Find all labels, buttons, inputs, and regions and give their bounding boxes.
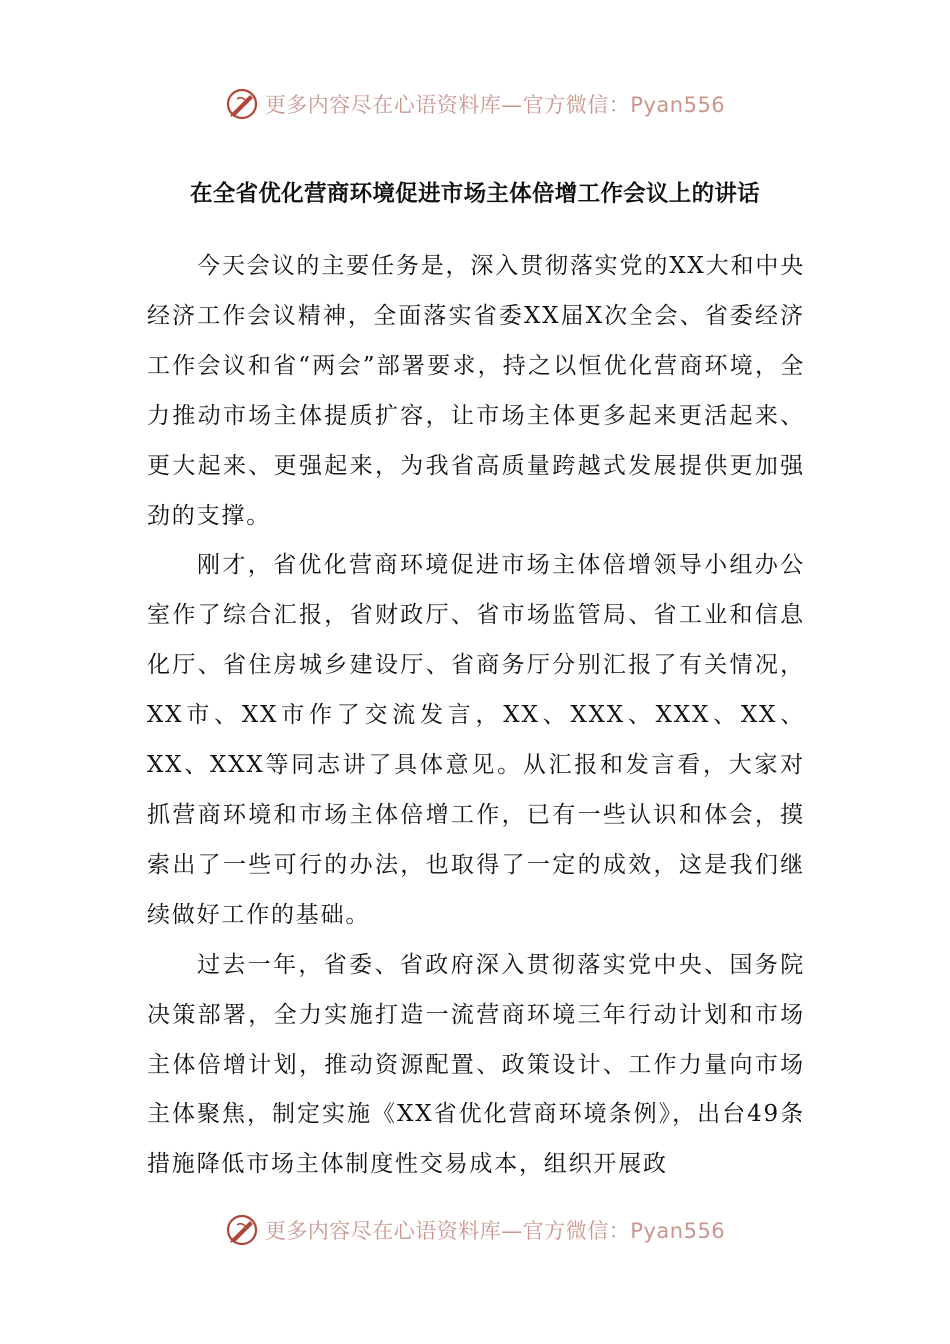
pen-circle-icon xyxy=(225,87,259,121)
document-title: 在全省优化营商环境促进市场主体倍增工作会议上的讲话 xyxy=(189,181,760,207)
watermark-header xyxy=(0,84,950,124)
watermark-text: 更多内容尽在心语资料库—官方微信：Pyan556 xyxy=(264,1219,726,1243)
watermark-text: 更多内容尽在心语资料库—官方微信：Pyan556 xyxy=(264,93,726,117)
paragraph: 今天会议的主要任务是，深入贯彻落实党的XX大和中央经济工作会议精神，全面落实省委XX届X次全会、省委经济工作会议和省“两会”部署要求，持之以恒优化营商环境，全力推动市场主体提质扩容，让市场主体更多起来更活起来、更大起来、更强起来，为我省高质量跨越式发展提供更加强劲的支撑。 xyxy=(147,253,805,529)
paragraph: 刚才，省优化营商环境促进市场主体倍增领导小组办公室作了综合汇报，省财政厅、省市场监管局、省工业和信息化厅、省住房城乡建设厅、省商务厅分别汇报了有关情况，XX市、XX市作了交流发言，XX、XXX、XXX、XX、XX、XXX等同志讲了具体意见。从汇报和发言看，大家对抓营商环境和市场主体倍增工作，已有一些认识和体会，摸索出了一些可行的办法，也取得了一定的成效，这是我们继续做好工作的基础。 xyxy=(147,552,805,928)
paragraph: 过去一年，省委、省政府深入贯彻落实党中央、国务院决策部署，全力实施打造一流营商环境三年行动计划和市场主体倍增计划，推动资源配置、政策设计、工作力量向市场主体聚焦，制定实施《XX省优化营商环境条例》，出台49条措施降低市场主体制度性交易成本，组织开展政 xyxy=(147,951,805,1178)
watermark-footer xyxy=(0,1210,950,1250)
document-body xyxy=(147,242,805,1190)
pen-circle-icon xyxy=(225,1213,259,1247)
